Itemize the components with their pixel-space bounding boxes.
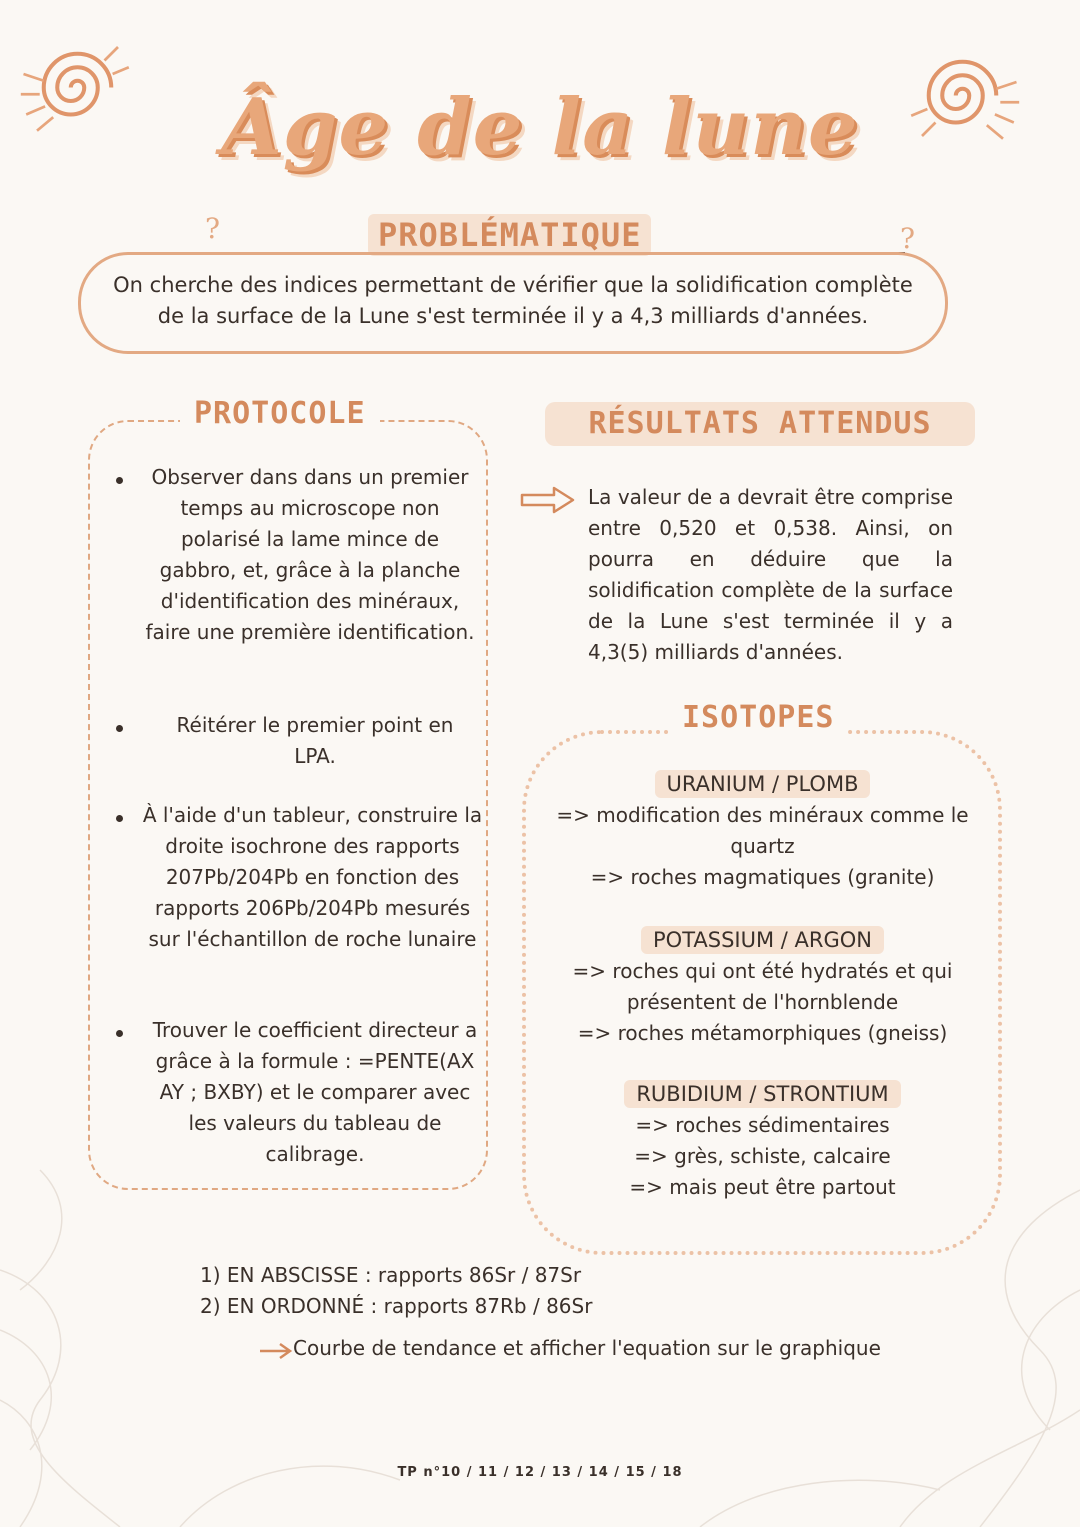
isotope-name: URANIUM / PLOMB (655, 770, 871, 798)
isotope-group-rubidium (530, 1082, 995, 1203)
bullet-icon (116, 815, 123, 822)
problematique-text (92, 270, 934, 332)
isotope-name: POTASSIUM / ARGON (641, 926, 884, 954)
question-mark-left: ? (205, 212, 221, 245)
arrow-right-icon (520, 485, 576, 515)
bullet-icon (116, 477, 123, 484)
protocole-step-2: Réitérer le premier point en LPA. (176, 713, 454, 768)
bullet-icon (116, 725, 123, 732)
isotope-group-potassium (530, 928, 995, 1049)
isotope-name: RUBIDIUM / STRONTIUM (624, 1080, 900, 1108)
isotope-line: => roches sédimentaires (635, 1113, 890, 1137)
protocole-label: PROTOCOLE (180, 392, 380, 435)
question-mark-right: ? (900, 222, 916, 255)
isotope-line: => mais peut être partout (629, 1175, 896, 1199)
isotope-line: => modification des minéraux comme le quartz (556, 803, 969, 858)
isotope-line: => roches métamorphiques (gneiss) (577, 1021, 948, 1045)
isotope-line: => roches qui ont été hydratés et qui présentent de l'hornblende (572, 959, 953, 1014)
protocole-step-1: Observer dans dans un premier temps au microscope non polarisé la lame mince de gabbro, et, grâce à la planche d'identification des minéraux, faire une première identification. (145, 465, 475, 644)
protocole-step-3: À l'aide d'un tableur, construire la droite isochrone des rapports 207Pb/204Pb en fonction des rapports 206Pb/204Pb mesurés sur l'échantillon de roche lunaire (142, 803, 483, 951)
page-title: Âge de la lune (221, 82, 859, 173)
problematique-line2: de la surface de la Lune s'est terminée il y a 4,3 milliards d'années. (157, 304, 869, 328)
protocole-step-4: Trouver le coefficient directeur a grâce à la formule : =PENTE(AX AY ; BXBY) et le comparer avec les valeurs du tableau de calibrage. (152, 1018, 478, 1166)
arrow-right-icon (258, 1340, 294, 1362)
isotope-line: => grès, schiste, calcaire (634, 1144, 891, 1168)
footer-abscisse: 1) EN ABSCISSE : rapports 86Sr / 87Sr (200, 1263, 582, 1287)
bullet-icon (116, 1030, 123, 1037)
problematique-line1: On cherche des indices permettant de vérifier que la solidification complète (113, 273, 913, 297)
footer-ordonne: 2) EN ORDONNÉ : rapports 87Rb / 86Sr (200, 1294, 593, 1318)
resultats-label: RÉSULTATS ATTENDUS (545, 402, 975, 446)
problematique-label: PROBLÉMATIQUE (368, 214, 651, 256)
footer-courbe: Courbe de tendance et afficher l'equation sur le graphique (293, 1336, 881, 1360)
resultats-text: La valeur de a devrait être comprise entre 0,520 et 0,538. Ainsi, on pourra en déduire que la solidification complète de la surface de la Lune s'est terminée il y a 4,3(5) milliards d'années. (588, 485, 953, 664)
isotopes-label: ISOTOPES (670, 700, 847, 735)
isotope-line: => roches magmatiques (granite) (590, 865, 935, 889)
tp-numbers: TP n°10 / 11 / 12 / 13 / 14 / 15 / 18 (397, 1465, 683, 1480)
isotope-group-uranium (530, 772, 995, 893)
